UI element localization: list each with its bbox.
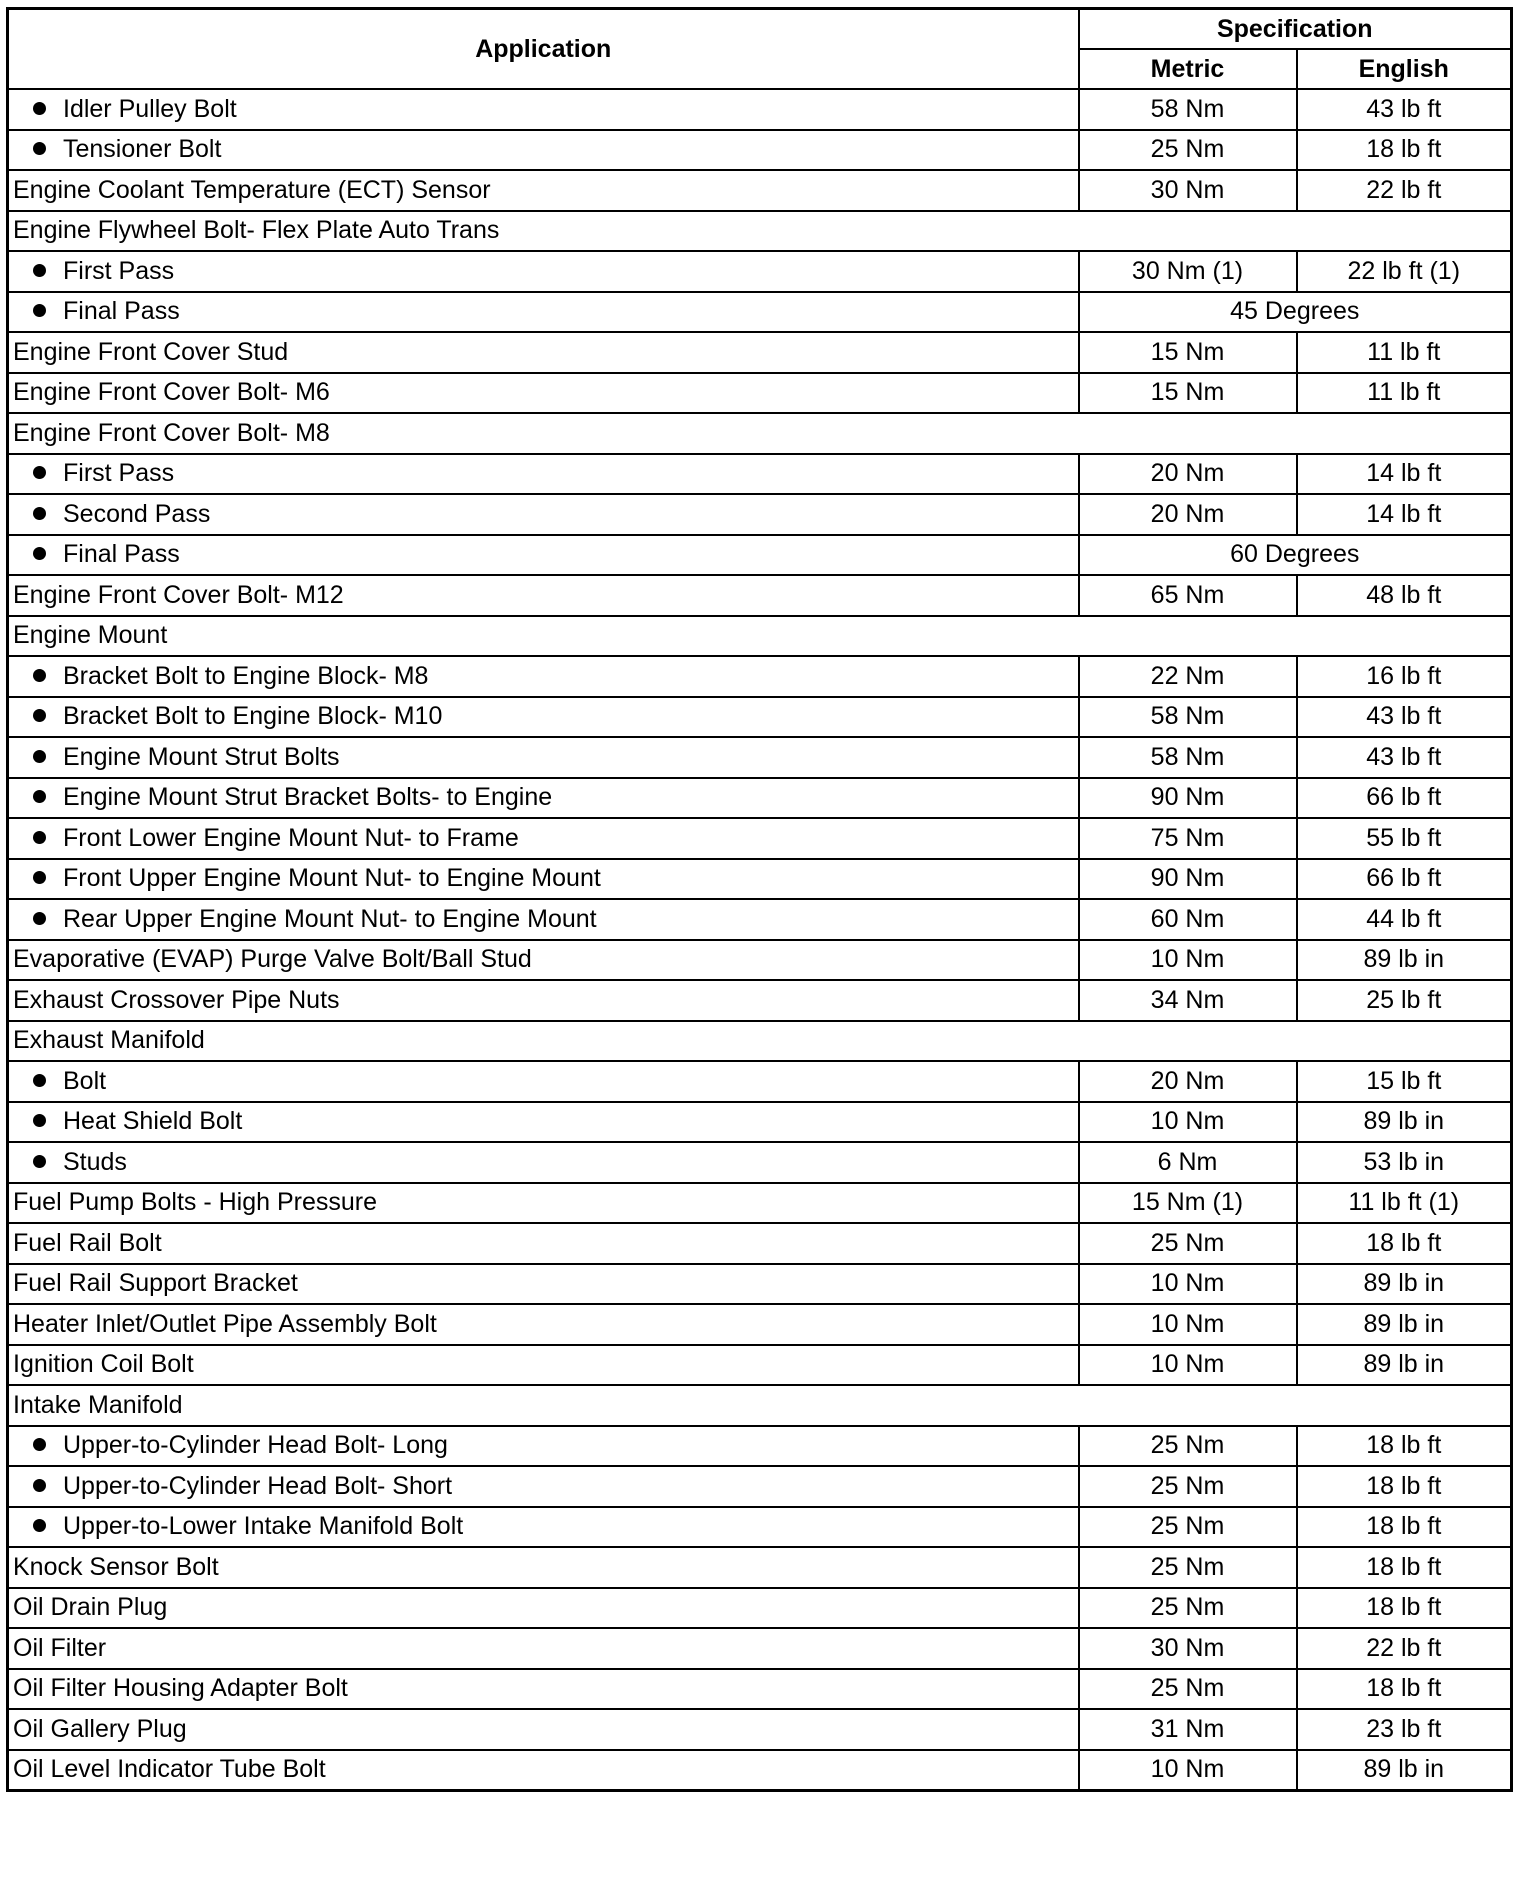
- metric-cell: 25 Nm: [1079, 1507, 1297, 1548]
- english-cell: 16 lb ft: [1297, 656, 1512, 697]
- specification-header: Specification: [1079, 9, 1512, 50]
- table-row: [8, 1345, 1512, 1386]
- table-row: [8, 1669, 1512, 1710]
- metric-cell: 25 Nm: [1079, 1669, 1297, 1710]
- application-label: Oil Filter: [13, 1633, 107, 1662]
- metric-cell: 10 Nm: [1079, 940, 1297, 981]
- spec-body: [8, 89, 1512, 1791]
- application-cell: [8, 89, 1079, 130]
- table-row: [8, 89, 1512, 130]
- bullet-icon: [33, 102, 46, 115]
- table-row: [8, 130, 1512, 171]
- application-label: Second Pass: [63, 499, 211, 528]
- bullet-icon: [33, 507, 46, 520]
- english-cell: 43 lb ft: [1297, 89, 1512, 130]
- application-label: Bolt: [63, 1066, 107, 1095]
- application-label: Final Pass: [63, 297, 180, 326]
- table-row: [8, 1223, 1512, 1264]
- application-cell: [8, 332, 1079, 373]
- table-row: [8, 1142, 1512, 1183]
- application-cell: [8, 940, 1079, 981]
- metric-cell: 15 Nm (1): [1079, 1183, 1297, 1224]
- english-cell: 66 lb ft: [1297, 778, 1512, 819]
- spec-value-cell: 45 Degrees: [1079, 292, 1512, 333]
- english-cell: 44 lb ft: [1297, 899, 1512, 940]
- table-row: [8, 1547, 1512, 1588]
- english-cell: 43 lb ft: [1297, 697, 1512, 738]
- application-label: Tensioner Bolt: [63, 135, 222, 164]
- bullet-icon: [33, 709, 46, 722]
- metric-cell: 20 Nm: [1079, 494, 1297, 535]
- application-label: First Pass: [63, 459, 175, 488]
- application-label: Oil Gallery Plug: [13, 1714, 187, 1743]
- metric-cell: 20 Nm: [1079, 1061, 1297, 1102]
- table-row: [8, 292, 1512, 333]
- table-row: [8, 1304, 1512, 1345]
- application-cell: [8, 1345, 1079, 1386]
- metric-cell: 10 Nm: [1079, 1304, 1297, 1345]
- english-cell: 14 lb ft: [1297, 494, 1512, 535]
- application-label: Fuel Pump Bolts - High Pressure: [13, 1188, 378, 1217]
- application-cell: [8, 1385, 1512, 1426]
- metric-cell: 65 Nm: [1079, 575, 1297, 616]
- metric-cell: 25 Nm: [1079, 1466, 1297, 1507]
- application-cell: [8, 251, 1079, 292]
- application-cell: [8, 980, 1079, 1021]
- english-cell: 89 lb in: [1297, 1102, 1512, 1143]
- table-row: [8, 1507, 1512, 1548]
- application-label: Upper-to-Lower Intake Manifold Bolt: [63, 1512, 464, 1541]
- application-cell: [8, 1223, 1079, 1264]
- application-label: Bracket Bolt to Engine Block- M8: [63, 661, 429, 690]
- english-cell: 18 lb ft: [1297, 1223, 1512, 1264]
- application-cell: [8, 1547, 1079, 1588]
- table-row: [8, 575, 1512, 616]
- application-cell: [8, 1709, 1079, 1750]
- application-cell: [8, 170, 1079, 211]
- metric-cell: 30 Nm (1): [1079, 251, 1297, 292]
- metric-cell: 25 Nm: [1079, 1426, 1297, 1467]
- table-row: [8, 332, 1512, 373]
- metric-cell: 58 Nm: [1079, 697, 1297, 738]
- english-cell: 18 lb ft: [1297, 1547, 1512, 1588]
- metric-cell: 31 Nm: [1079, 1709, 1297, 1750]
- spec-value-cell: 60 Degrees: [1079, 535, 1512, 576]
- application-cell: [8, 575, 1079, 616]
- metric-cell: 90 Nm: [1079, 859, 1297, 900]
- application-label: Heater Inlet/Outlet Pipe Assembly Bolt: [13, 1309, 437, 1338]
- table-row: [8, 1628, 1512, 1669]
- table-row: [8, 413, 1512, 454]
- metric-cell: 58 Nm: [1079, 89, 1297, 130]
- application-cell: [8, 1507, 1079, 1548]
- application-cell: [8, 1750, 1079, 1791]
- application-cell: [8, 413, 1512, 454]
- application-label: Ignition Coil Bolt: [13, 1350, 194, 1379]
- bullet-icon: [33, 264, 46, 277]
- bullet-icon: [33, 1114, 46, 1127]
- english-cell: 18 lb ft: [1297, 1588, 1512, 1629]
- english-cell: 89 lb in: [1297, 1345, 1512, 1386]
- english-cell: 23 lb ft: [1297, 1709, 1512, 1750]
- metric-cell: 25 Nm: [1079, 130, 1297, 171]
- bullet-icon: [33, 790, 46, 803]
- application-cell: [8, 494, 1079, 535]
- application-label: Studs: [63, 1147, 127, 1176]
- bullet-icon: [33, 142, 46, 155]
- application-cell: [8, 211, 1512, 252]
- bullet-icon: [33, 547, 46, 560]
- english-cell: 18 lb ft: [1297, 130, 1512, 171]
- application-cell: [8, 778, 1079, 819]
- metric-cell: 6 Nm: [1079, 1142, 1297, 1183]
- table-row: [8, 494, 1512, 535]
- application-label: Engine Coolant Temperature (ECT) Sensor: [13, 175, 491, 204]
- application-label: Bracket Bolt to Engine Block- M10: [63, 702, 443, 731]
- table-row: [8, 778, 1512, 819]
- application-label: Engine Front Cover Bolt- M12: [13, 580, 344, 609]
- table-row: [8, 737, 1512, 778]
- metric-cell: 60 Nm: [1079, 899, 1297, 940]
- bullet-icon: [33, 1074, 46, 1087]
- application-label: Front Upper Engine Mount Nut- to Engine Mount: [63, 864, 601, 893]
- metric-cell: 30 Nm: [1079, 1628, 1297, 1669]
- application-cell: [8, 454, 1079, 495]
- english-cell: 89 lb in: [1297, 1264, 1512, 1305]
- application-label: Upper-to-Cylinder Head Bolt- Short: [63, 1471, 453, 1500]
- english-cell: 48 lb ft: [1297, 575, 1512, 616]
- application-label: Fuel Rail Support Bracket: [13, 1269, 298, 1298]
- bullet-icon: [33, 669, 46, 682]
- english-cell: 53 lb in: [1297, 1142, 1512, 1183]
- application-label: Engine Mount: [13, 621, 168, 650]
- table-row: [8, 170, 1512, 211]
- metric-cell: 15 Nm: [1079, 332, 1297, 373]
- metric-cell: 15 Nm: [1079, 373, 1297, 414]
- bullet-icon: [33, 1519, 46, 1532]
- metric-cell: 10 Nm: [1079, 1102, 1297, 1143]
- english-cell: 22 lb ft: [1297, 1628, 1512, 1669]
- table-row: [8, 1466, 1512, 1507]
- application-label: Oil Filter Housing Adapter Bolt: [13, 1674, 348, 1703]
- table-row: [8, 1183, 1512, 1224]
- table-row: [8, 1426, 1512, 1467]
- english-cell: 22 lb ft: [1297, 170, 1512, 211]
- english-cell: 11 lb ft: [1297, 332, 1512, 373]
- table-row: [8, 1264, 1512, 1305]
- english-cell: 18 lb ft: [1297, 1426, 1512, 1467]
- metric-cell: 25 Nm: [1079, 1547, 1297, 1588]
- application-cell: [8, 1669, 1079, 1710]
- bullet-icon: [33, 466, 46, 479]
- application-cell: [8, 292, 1079, 333]
- table-row: [8, 1102, 1512, 1143]
- table-row: [8, 1588, 1512, 1629]
- english-cell: 22 lb ft (1): [1297, 251, 1512, 292]
- application-cell: [8, 1183, 1079, 1224]
- application-cell: [8, 1061, 1079, 1102]
- application-label: Knock Sensor Bolt: [13, 1552, 219, 1581]
- metric-cell: 20 Nm: [1079, 454, 1297, 495]
- application-cell: [8, 373, 1079, 414]
- application-cell: [8, 535, 1079, 576]
- bullet-icon: [33, 871, 46, 884]
- english-cell: 89 lb in: [1297, 1304, 1512, 1345]
- table-row: [8, 1750, 1512, 1791]
- application-label: Exhaust Manifold: [13, 1026, 205, 1055]
- application-label: Engine Mount Strut Bracket Bolts- to Engine: [63, 783, 553, 812]
- application-cell: [8, 1466, 1079, 1507]
- application-cell: [8, 1628, 1079, 1669]
- application-label: Engine Front Cover Bolt- M6: [13, 378, 330, 407]
- english-header: English: [1297, 49, 1512, 89]
- english-cell: 15 lb ft: [1297, 1061, 1512, 1102]
- application-label: Oil Level Indicator Tube Bolt: [13, 1755, 326, 1784]
- english-cell: 11 lb ft (1): [1297, 1183, 1512, 1224]
- table-row: [8, 1709, 1512, 1750]
- application-label: First Pass: [63, 256, 175, 285]
- application-label: Engine Front Cover Stud: [13, 337, 289, 366]
- metric-cell: 10 Nm: [1079, 1750, 1297, 1791]
- table-row: [8, 1021, 1512, 1062]
- application-cell: [8, 899, 1079, 940]
- english-cell: 18 lb ft: [1297, 1507, 1512, 1548]
- table-row: [8, 616, 1512, 657]
- metric-cell: 25 Nm: [1079, 1223, 1297, 1264]
- bullet-icon: [33, 1479, 46, 1492]
- english-cell: 55 lb ft: [1297, 818, 1512, 859]
- table-row: [8, 697, 1512, 738]
- application-cell: [8, 1304, 1079, 1345]
- english-cell: 18 lb ft: [1297, 1466, 1512, 1507]
- metric-cell: 30 Nm: [1079, 170, 1297, 211]
- application-label: Engine Mount Strut Bolts: [63, 742, 340, 771]
- torque-spec-table: [6, 7, 1513, 1792]
- application-header: Application: [8, 9, 1079, 90]
- bullet-icon: [33, 304, 46, 317]
- application-cell: [8, 1264, 1079, 1305]
- metric-cell: 10 Nm: [1079, 1264, 1297, 1305]
- application-cell: [8, 737, 1079, 778]
- english-cell: 25 lb ft: [1297, 980, 1512, 1021]
- application-label: Rear Upper Engine Mount Nut- to Engine Mount: [63, 904, 597, 933]
- application-label: Front Lower Engine Mount Nut- to Frame: [63, 823, 519, 852]
- english-cell: 11 lb ft: [1297, 373, 1512, 414]
- table-row: [8, 980, 1512, 1021]
- table-row: [8, 1061, 1512, 1102]
- application-label: Idler Pulley Bolt: [63, 94, 237, 123]
- application-label: Evaporative (EVAP) Purge Valve Bolt/Ball Stud: [13, 945, 532, 974]
- table-row: [8, 454, 1512, 495]
- application-cell: [8, 656, 1079, 697]
- application-cell: [8, 1021, 1512, 1062]
- metric-header: Metric: [1079, 49, 1297, 89]
- application-label: Intake Manifold: [13, 1390, 183, 1419]
- table-row: [8, 373, 1512, 414]
- table-row: [8, 1385, 1512, 1426]
- english-cell: 43 lb ft: [1297, 737, 1512, 778]
- table-row: [8, 211, 1512, 252]
- metric-cell: 90 Nm: [1079, 778, 1297, 819]
- english-cell: 89 lb in: [1297, 1750, 1512, 1791]
- metric-cell: 10 Nm: [1079, 1345, 1297, 1386]
- bullet-icon: [33, 750, 46, 763]
- metric-cell: 25 Nm: [1079, 1588, 1297, 1629]
- application-label: Exhaust Crossover Pipe Nuts: [13, 985, 340, 1014]
- metric-cell: 58 Nm: [1079, 737, 1297, 778]
- english-cell: 18 lb ft: [1297, 1669, 1512, 1710]
- application-cell: [8, 859, 1079, 900]
- metric-cell: 34 Nm: [1079, 980, 1297, 1021]
- application-label: Fuel Rail Bolt: [13, 1228, 162, 1257]
- bullet-icon: [33, 831, 46, 844]
- application-cell: [8, 1426, 1079, 1467]
- application-cell: [8, 818, 1079, 859]
- application-cell: [8, 130, 1079, 171]
- application-label: Oil Drain Plug: [13, 1593, 168, 1622]
- table-row: [8, 859, 1512, 900]
- application-cell: [8, 1588, 1079, 1629]
- application-label: Engine Flywheel Bolt- Flex Plate Auto Trans: [13, 216, 500, 245]
- application-cell: [8, 697, 1079, 738]
- application-cell: [8, 1102, 1079, 1143]
- table-row: [8, 535, 1512, 576]
- application-label: Heat Shield Bolt: [63, 1107, 243, 1136]
- application-cell: [8, 616, 1512, 657]
- table-row: [8, 940, 1512, 981]
- application-label: Final Pass: [63, 540, 180, 569]
- table-row: [8, 818, 1512, 859]
- english-cell: 89 lb in: [1297, 940, 1512, 981]
- metric-cell: 22 Nm: [1079, 656, 1297, 697]
- table-row: [8, 656, 1512, 697]
- english-cell: 66 lb ft: [1297, 859, 1512, 900]
- application-label: Engine Front Cover Bolt- M8: [13, 418, 330, 447]
- bullet-icon: [33, 1155, 46, 1168]
- header-row-top: [8, 9, 1512, 50]
- bullet-icon: [33, 912, 46, 925]
- table-row: [8, 251, 1512, 292]
- bullet-icon: [33, 1438, 46, 1451]
- application-cell: [8, 1142, 1079, 1183]
- english-cell: 14 lb ft: [1297, 454, 1512, 495]
- table-row: [8, 899, 1512, 940]
- metric-cell: 75 Nm: [1079, 818, 1297, 859]
- application-label: Upper-to-Cylinder Head Bolt- Long: [63, 1431, 448, 1460]
